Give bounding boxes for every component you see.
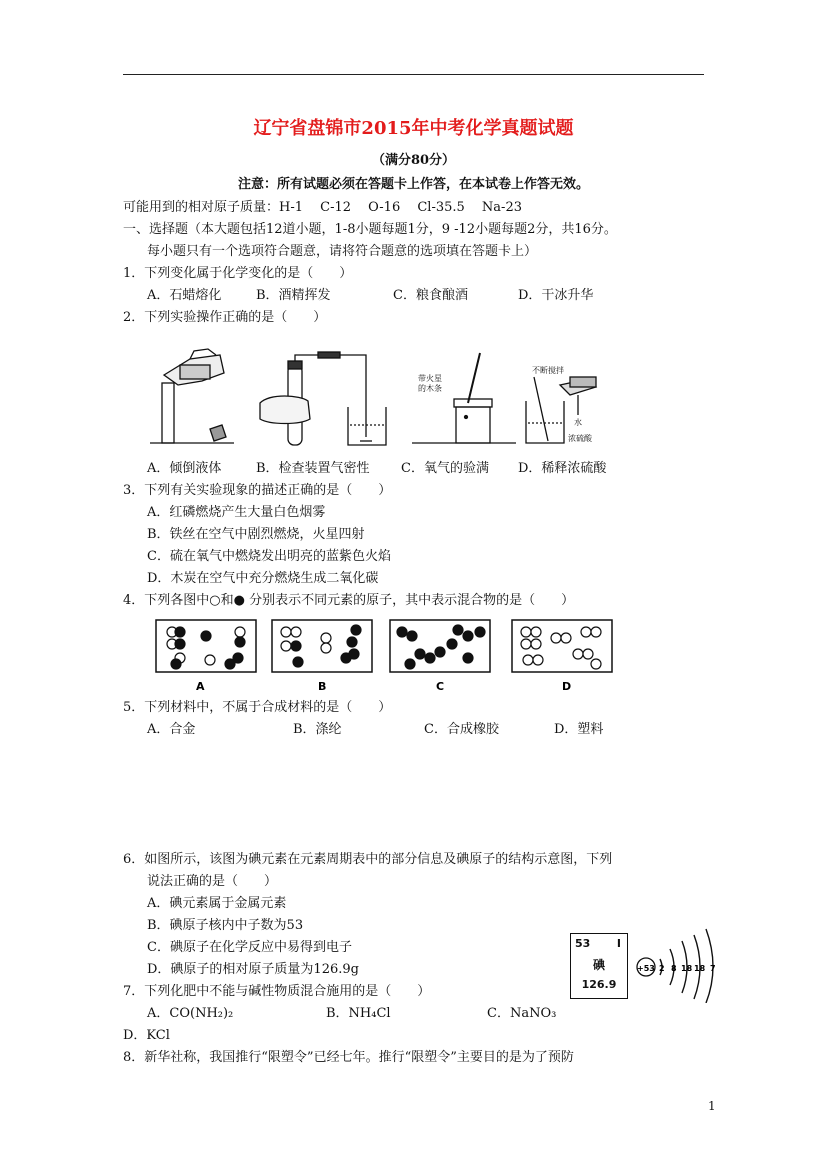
q6-stem-2: 说法正确的是（ ） (147, 874, 278, 889)
q5-option-b: B．涤纶 (293, 722, 342, 737)
atom-shell-3: 18 (681, 964, 693, 973)
fig-a-pouring (150, 349, 234, 443)
q2-option-c: C．氧气的验满 (401, 461, 489, 476)
fig-d-label-water: 水 (574, 418, 582, 427)
atom-shell-2: 8 (671, 964, 677, 973)
atom-shell-1: 2 (659, 964, 665, 973)
element-number: 53 (575, 937, 591, 950)
q3-option-a: A．红磷燃烧产生大量白色烟雾 (147, 505, 326, 520)
q3-stem: 3．下列有关实验现象的描述正确的是（ ） (123, 483, 392, 498)
score-note: （满分80分） (371, 153, 456, 168)
iodine-atom-diagram (632, 925, 724, 1003)
atomic-masses: 可能用到的相对原子质量：H-1 C-12 O-16 Cl-35.5 Na-23 (123, 200, 522, 215)
q2-option-b: B．检查装置气密性 (256, 461, 370, 476)
q4-label-d: D (562, 680, 572, 693)
section-heading: 一、选择题（本大题包括12道小题，1-8小题每题1分，9 -12小题每题2分，共16分。 (123, 222, 617, 237)
q7-option-a: A．CO(NH₂)₂ (147, 1006, 234, 1021)
q5-option-c: C．合成橡胶 (424, 722, 499, 737)
fig-c-label-2: 的木条 (418, 384, 442, 393)
q7-option-c: C．NaNO₃ (487, 1006, 557, 1021)
q1-stem: 1．下列变化属于化学变化的是（ ） (123, 266, 353, 281)
atom-shell-4: 18 (694, 964, 706, 973)
fig-d-label-stir: 不断搅拌 (532, 366, 564, 375)
q4-label-a: A (196, 680, 205, 693)
q6-stem: 6．如图所示，该图为碘元素在元素周期表中的部分信息及碘原子的结构示意图，下列 (123, 852, 613, 867)
q6-option-b: B．碘原子核内中子数为53 (147, 918, 304, 933)
q6-option-c: C．碘原子在化学反应中易得到电子 (147, 940, 352, 955)
element-mass: 126.9 (581, 978, 617, 991)
q1-option-a: A．石蜡熔化 (147, 288, 222, 303)
q2-apparatus-figure (150, 345, 610, 453)
q6-option-a: A．碘元素属于金属元素 (147, 896, 287, 911)
q7-stem: 7．下列化肥中不能与碱性物质混合施用的是（ ） (123, 984, 431, 999)
notice: 注意：所有试题必须在答题卡上作答，在本试卷上作答无效。 (237, 177, 589, 192)
page-title: 辽宁省盘锦市2015年中考化学真题试题 (253, 118, 574, 139)
q1-option-d: D．干冰升华 (518, 288, 594, 303)
q2-option-d: D．稀释浓硫酸 (518, 461, 607, 476)
q8-stem: 8．新华社称，我国推行“限塑令”已经七年。推行“限塑令”主要目的是为了预防 (123, 1050, 574, 1065)
fig-d-label-acid: 浓硫酸 (568, 434, 592, 443)
q4-stem: 4．下列各图中○和● 分别表示不同元素的原子，其中表示混合物的是（ ） (123, 593, 575, 608)
q7-option-d: D．KCl (123, 1028, 170, 1043)
q5-stem: 5．下列材料中，不属于合成材料的是（ ） (123, 700, 392, 715)
q3-option-d: D．木炭在空气中充分燃烧生成二氧化碳 (147, 571, 379, 586)
q6-option-d: D．碘原子的相对原子质量为126.9g (147, 962, 359, 977)
q1-option-c: C．粮食酿酒 (393, 288, 468, 303)
q4-label-b: B (318, 680, 327, 693)
q4-molecule-figure (150, 614, 630, 694)
fig-c-oxygen-test (412, 353, 516, 443)
q5-option-a: A．合金 (147, 722, 196, 737)
page-number: 1 (708, 1099, 716, 1113)
fig-b-airtight (260, 352, 386, 445)
atom-shell-5: 7 (710, 964, 716, 973)
q3-option-b: B．铁丝在空气中剧烈燃烧，火星四射 (147, 527, 365, 542)
element-card (570, 933, 628, 999)
fig-c-label-1: 带火星 (418, 374, 442, 383)
q2-option-a: A．倾倒液体 (147, 461, 222, 476)
q7-option-b: B．NH₄Cl (326, 1006, 391, 1021)
q1-option-b: B．酒精挥发 (256, 288, 331, 303)
section-heading-2: 每小题只有一个选项符合题意，请将符合题意的选项填在答题卡上） (147, 244, 538, 259)
atom-nucleus: +53 (637, 964, 655, 973)
q2-stem: 2．下列实验操作正确的是（ ） (123, 310, 327, 325)
header-rule (123, 74, 704, 75)
q4-label-c: C (436, 680, 445, 693)
element-symbol: I (616, 937, 621, 950)
q3-option-c: C．硫在氧气中燃烧发出明亮的蓝紫色火焰 (147, 549, 391, 564)
element-name: 碘 (592, 958, 605, 972)
q5-option-d: D．塑料 (554, 722, 604, 737)
